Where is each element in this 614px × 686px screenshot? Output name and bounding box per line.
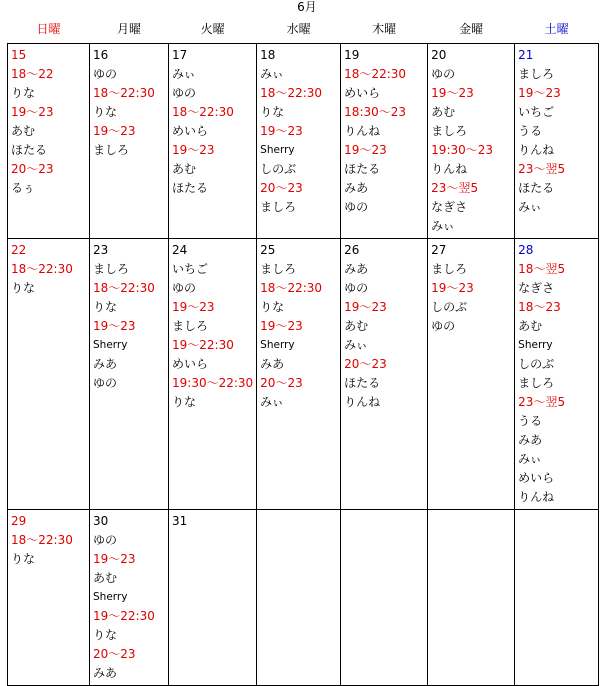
staff-name: ましろ [172,319,209,333]
shift-time: 23〜翌5 [431,181,479,195]
shift-time: 19〜23 [431,281,474,295]
staff-name: ゆの [344,281,369,295]
staff-name: りな [93,628,118,642]
staff-name: しのぶ [260,162,297,176]
staff-name: なぎさ [518,281,555,295]
day-cell-saturday [515,44,599,239]
shift-time: 19〜22:30 [93,609,155,623]
week-row [8,44,599,239]
day-cell-saturday [515,510,599,686]
shift-time: 19〜23 [260,124,303,138]
staff-name: みぃ [518,200,542,214]
shift-time: 18〜22:30 [260,281,323,295]
day-cell-friday [428,510,515,686]
staff-name: ましろ [93,143,130,157]
shift-time: 23〜翌5 [518,395,566,409]
shift-time: 19〜23 [172,143,215,157]
staff-name: みぃ [260,395,284,409]
day-cell-wednesday [257,510,341,686]
shift-time: 19〜23 [93,124,136,138]
staff-name: ましろ [93,262,130,276]
staff-name: みぃ [344,338,368,352]
day-number: 16 [93,48,109,62]
shift-time: 18〜22 [11,67,54,81]
weekday-header-thursday: 木曜 [372,21,397,36]
shift-time: 18〜23 [518,300,561,314]
staff-name: りんね [431,162,468,176]
day-number: 28 [518,243,534,257]
staff-name: なぎさ [431,200,468,214]
day-number: 29 [11,514,27,528]
day-cell-tuesday [169,239,257,510]
staff-name: ほたる [11,143,48,157]
weekday-header-row [8,15,599,44]
day-cell-monday [90,510,169,686]
weekday-header-tuesday: 火曜 [200,21,225,36]
day-cell-tuesday [169,44,257,239]
day-cell-wednesday [257,44,341,239]
shift-time: 18〜22:30 [172,105,234,119]
day-cell-sunday [8,239,90,510]
day-number: 19 [344,48,360,62]
shift-time: 19〜22:30 [172,338,234,352]
staff-name: りな [93,105,118,119]
staff-name: しのぶ [518,357,555,371]
staff-name: ましろ [431,124,468,138]
staff-name: めいら [344,86,381,100]
staff-name: Sherry [93,591,128,603]
shift-time: 19〜23 [93,552,136,566]
staff-name: りんね [344,395,381,409]
calendar-body [8,44,599,686]
shift-time: 18:30〜23 [344,105,407,119]
day-cell-monday [90,239,169,510]
staff-name: ほたる [344,162,381,176]
staff-name: ましろ [260,200,297,214]
staff-name: あむ [518,319,543,333]
staff-name: いちご [172,262,209,276]
shift-time: 18〜22:30 [260,86,323,100]
staff-name: みあ [344,262,369,276]
staff-name: ゆの [344,200,369,214]
day-cell-thursday [341,44,428,239]
staff-name: みあ [93,357,118,371]
staff-name: みあ [260,357,285,371]
staff-name: Sherry [260,144,295,156]
staff-name: うる [518,414,543,428]
day-number: 31 [172,514,188,528]
staff-name: ゆの [172,86,197,100]
staff-name: めいら [518,471,555,485]
weekday-header-wednesday: 水曜 [286,21,311,36]
staff-name: みあ [344,181,369,195]
staff-name: るぅ [11,181,36,195]
day-cell-monday [90,44,169,239]
staff-name: りな [260,300,285,314]
day-number: 26 [344,243,360,257]
shift-time: 19〜23 [518,86,561,100]
shift-time: 18〜22:30 [344,67,407,81]
staff-name: ほたる [518,181,555,195]
staff-name: りんね [344,124,381,138]
week-row [8,510,599,686]
shift-time: 19:30〜23 [431,143,494,157]
staff-name: りな [11,552,36,566]
staff-name: みぃ [518,452,542,466]
shift-time: 19〜23 [431,86,474,100]
day-cell-thursday [341,510,428,686]
shift-time: 20〜23 [11,162,54,176]
day-number: 21 [518,48,534,62]
shift-time: 23〜翌5 [518,162,566,176]
day-cell-friday [428,239,515,510]
staff-name: ほたる [344,376,381,390]
staff-name: みぃ [260,67,284,81]
month-title: 6月 [297,0,317,14]
staff-name: みぃ [431,219,455,233]
staff-name: ましろ [260,262,297,276]
staff-name: りな [11,86,36,100]
weekday-header-friday: 金曜 [459,21,484,36]
day-cell-tuesday [169,510,257,686]
shift-time: 20〜23 [93,647,136,661]
staff-name: Sherry [518,339,553,351]
staff-name: うる [518,124,543,138]
shift-time: 18〜22:30 [93,281,155,295]
staff-name: めいら [172,124,209,138]
staff-name: ゆの [431,319,456,333]
staff-name: あむ [93,571,118,585]
week-row [8,239,599,510]
staff-name: ましろ [518,67,555,81]
staff-name: ましろ [518,376,555,390]
day-number: 24 [172,243,188,257]
weekday-header-saturday: 土曜 [544,21,569,36]
shift-time: 20〜23 [260,376,303,390]
staff-name: ゆの [172,281,197,295]
staff-name: みあ [93,666,118,680]
staff-name: Sherry [260,339,295,351]
shift-time: 18〜22:30 [11,262,73,276]
staff-name: ほたる [172,181,209,195]
staff-name: りな [93,300,118,314]
shift-time: 19〜23 [11,105,54,119]
shift-time: 18〜翌5 [518,262,566,276]
day-cell-saturday [515,239,599,510]
staff-name: あむ [172,162,197,176]
staff-name: あむ [431,105,456,119]
staff-name: ゆの [431,67,456,81]
weekday-header-sunday: 日曜 [36,21,61,36]
shift-time: 20〜23 [344,357,387,371]
staff-name: りな [260,105,285,119]
shift-time: 19:30〜22:30 [172,376,254,390]
staff-name: ましろ [431,262,468,276]
weekday-header-monday: 月曜 [116,21,141,36]
day-cell-sunday [8,44,90,239]
day-number: 22 [11,243,27,257]
staff-name: めいら [172,357,209,371]
day-number: 27 [431,243,447,257]
staff-name: あむ [344,319,369,333]
shift-time: 18〜22:30 [11,533,73,547]
shift-time: 19〜23 [344,143,387,157]
shift-time: 19〜23 [344,300,387,314]
day-cell-friday [428,44,515,239]
staff-name: あむ [11,124,36,138]
staff-name: りんね [518,490,555,504]
day-cell-wednesday [257,239,341,510]
day-number: 23 [93,243,109,257]
day-number: 20 [431,48,447,62]
shift-time: 20〜23 [260,181,303,195]
staff-name: しのぶ [431,300,468,314]
staff-name: ゆの [93,376,118,390]
schedule-calendar [7,15,599,686]
day-number: 18 [260,48,276,62]
day-number: 30 [93,514,109,528]
staff-name: Sherry [93,339,128,351]
day-number: 25 [260,243,276,257]
day-number: 15 [11,48,27,62]
staff-name: りんね [518,143,555,157]
staff-name: りな [11,281,36,295]
staff-name: いちご [518,105,555,119]
shift-time: 19〜23 [93,319,136,333]
staff-name: ゆの [93,67,118,81]
shift-time: 19〜23 [172,300,215,314]
day-cell-sunday [8,510,90,686]
staff-name: ゆの [93,533,118,547]
staff-name: りな [172,395,197,409]
staff-name: みあ [518,433,543,447]
staff-name: みぃ [172,67,196,81]
day-cell-thursday [341,239,428,510]
day-number: 17 [172,48,188,62]
shift-time: 19〜23 [260,319,303,333]
shift-time: 18〜22:30 [93,86,155,100]
